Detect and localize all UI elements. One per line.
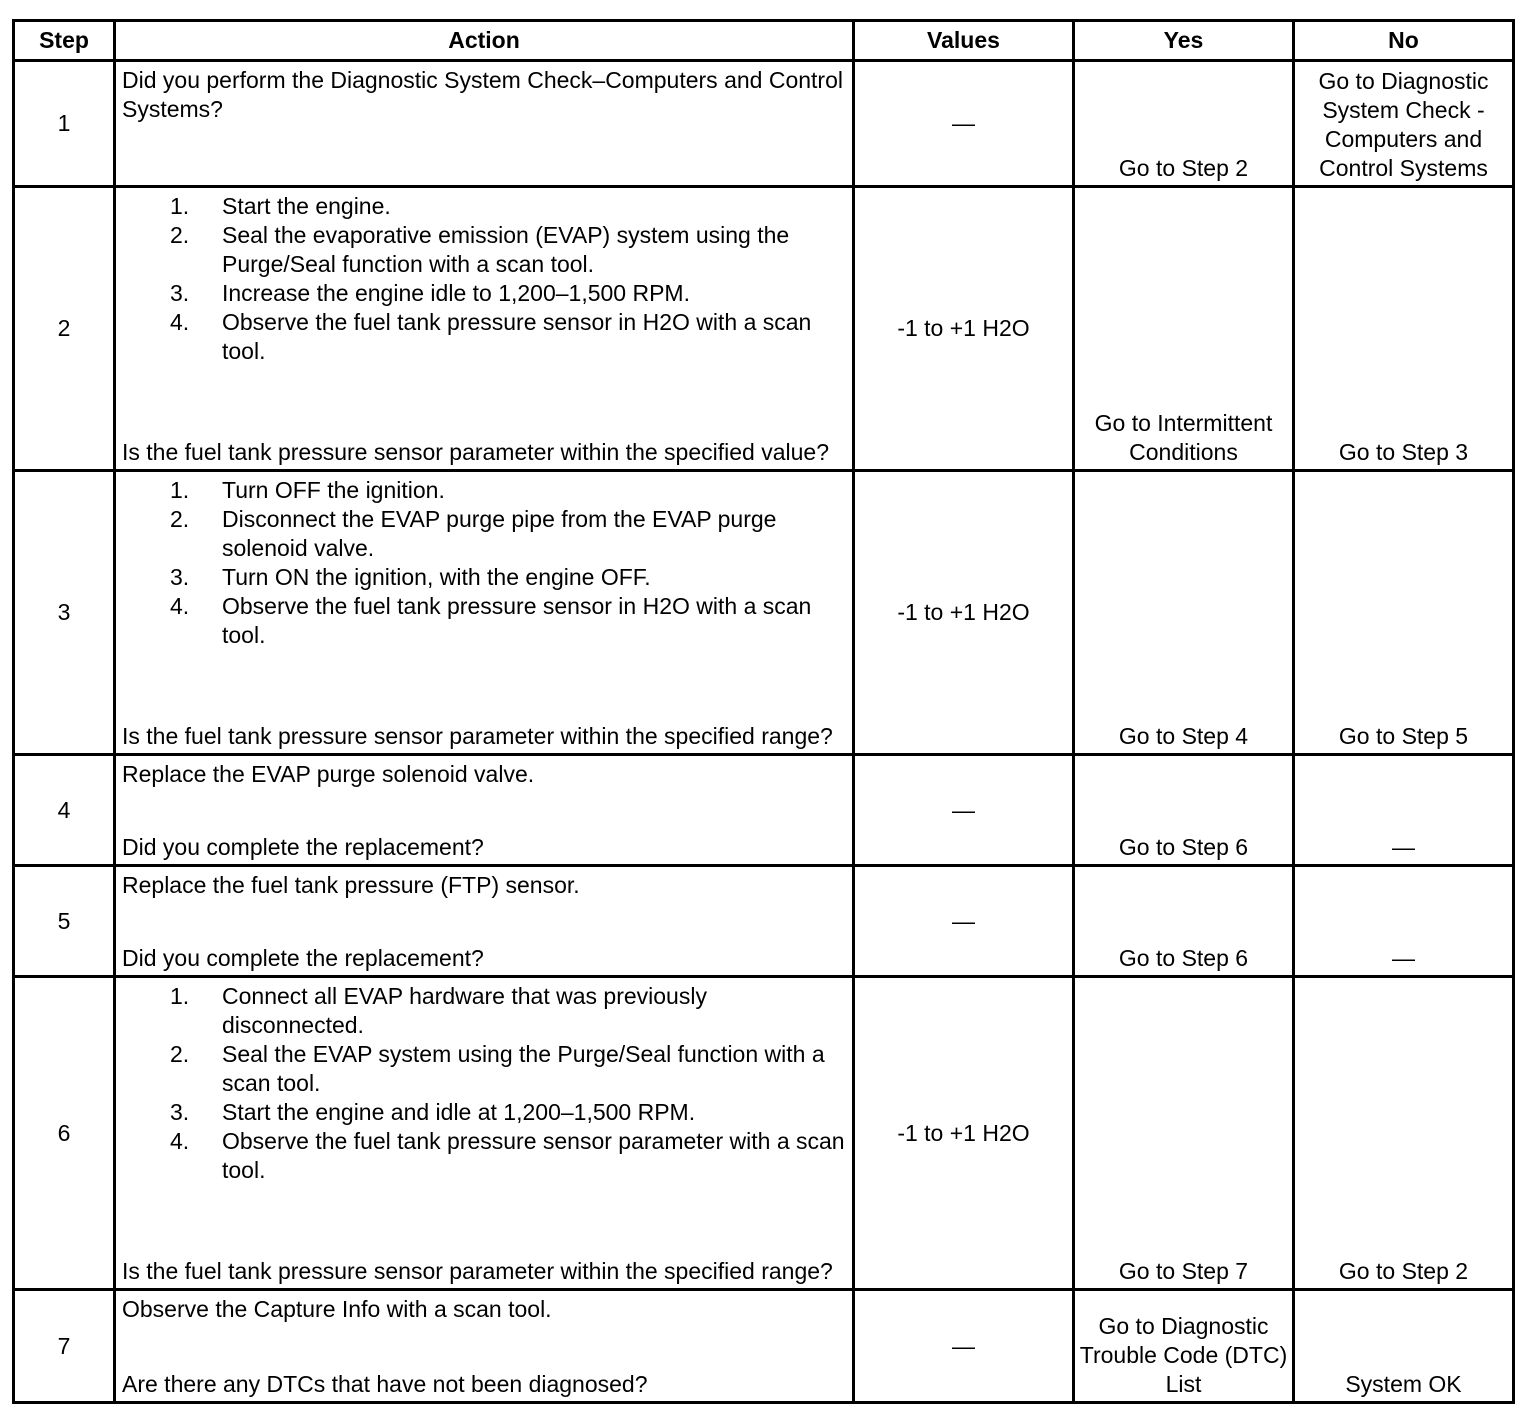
value-cell: —	[854, 1290, 1074, 1403]
action-text: Replace the EVAP purge solenoid valve.	[122, 761, 535, 787]
yes-cell: Go to Step 7	[1074, 977, 1294, 1290]
step-number: 3	[14, 471, 115, 755]
procedure-list	[122, 982, 846, 1185]
action-cell	[115, 866, 854, 977]
list-item	[122, 982, 846, 1040]
list-item	[122, 308, 846, 366]
action-question: Is the fuel tank pressure sensor parameter within the specified value?	[122, 439, 829, 465]
action-question: Did you complete the replacement?	[122, 945, 484, 971]
list-item-number: 3.	[170, 564, 190, 590]
no-cell: Go to Diagnostic System Check - Computers and Control Systems	[1294, 61, 1514, 187]
value-cell: —	[854, 61, 1074, 187]
step-number: 1	[14, 61, 115, 187]
no-cell: System OK	[1294, 1290, 1514, 1403]
list-item	[122, 505, 846, 563]
value-cell: -1 to +1 H2O	[854, 471, 1074, 755]
value-cell: -1 to +1 H2O	[854, 977, 1074, 1290]
list-item-text: Observe the fuel tank pressure sensor parameter with a scan tool.	[222, 1128, 845, 1183]
list-item-text: Observe the fuel tank pressure sensor in H2O with a scan tool.	[222, 593, 812, 648]
yes-cell: Go to Step 2	[1074, 61, 1294, 187]
list-item	[122, 192, 846, 221]
action-text: Observe the Capture Info with a scan tool.	[122, 1296, 552, 1322]
list-item-text: Increase the engine idle to 1,200–1,500 RPM.	[222, 280, 690, 306]
no-cell: —	[1294, 755, 1514, 866]
list-item	[122, 476, 846, 505]
value-cell: -1 to +1 H2O	[854, 187, 1074, 471]
action-cell	[115, 755, 854, 866]
table-row	[14, 977, 1514, 1290]
list-item-number: 1.	[170, 983, 190, 1009]
list-item-text: Disconnect the EVAP purge pipe from the EVAP purge solenoid valve.	[222, 506, 777, 561]
diagnostic-table	[12, 19, 1515, 1404]
no-cell: Go to Step 5	[1294, 471, 1514, 755]
table-row	[14, 187, 1514, 471]
yes-cell: Go to Diagnostic Trouble Code (DTC) List	[1074, 1290, 1294, 1403]
step-number: 7	[14, 1290, 115, 1403]
list-item-text: Seal the EVAP system using the Purge/Seal function with a scan tool.	[222, 1041, 825, 1096]
list-item	[122, 563, 846, 592]
header-action: Action	[115, 21, 854, 61]
list-item-text: Turn ON the ignition, with the engine OFF.	[222, 564, 651, 590]
list-item-number: 3.	[170, 280, 190, 306]
list-item	[122, 1040, 846, 1098]
table-row	[14, 1290, 1514, 1403]
header-values: Values	[854, 21, 1074, 61]
list-item-number: 1.	[170, 477, 190, 503]
action-question: Did you complete the replacement?	[122, 834, 484, 860]
list-item-number: 2.	[170, 1041, 190, 1067]
step-number: 5	[14, 866, 115, 977]
list-item-text: Connect all EVAP hardware that was previously disconnected.	[222, 983, 707, 1038]
list-item-number: 2.	[170, 506, 190, 532]
header-step: Step	[14, 21, 115, 61]
list-item-number: 4.	[170, 593, 190, 619]
list-item-text: Turn OFF the ignition.	[222, 477, 445, 503]
step-number: 6	[14, 977, 115, 1290]
action-cell	[115, 1290, 854, 1403]
list-item	[122, 221, 846, 279]
action-text: Replace the fuel tank pressure (FTP) sensor.	[122, 872, 580, 898]
table-row	[14, 471, 1514, 755]
list-item-number: 2.	[170, 222, 190, 248]
list-item-text: Observe the fuel tank pressure sensor in H2O with a scan tool.	[222, 309, 812, 364]
step-number: 2	[14, 187, 115, 471]
action-cell	[115, 187, 854, 471]
list-item	[122, 1127, 846, 1185]
table-row	[14, 61, 1514, 187]
yes-cell: Go to Step 4	[1074, 471, 1294, 755]
list-item-text: Start the engine.	[222, 193, 391, 219]
no-cell: Go to Step 2	[1294, 977, 1514, 1290]
value-cell: —	[854, 755, 1074, 866]
yes-cell: Go to Step 6	[1074, 755, 1294, 866]
value-cell: —	[854, 866, 1074, 977]
list-item-text: Start the engine and idle at 1,200–1,500 RPM.	[222, 1099, 696, 1125]
header-yes: Yes	[1074, 21, 1294, 61]
list-item-number: 4.	[170, 309, 190, 335]
list-item-number: 1.	[170, 193, 190, 219]
diagnostic-table-container	[12, 19, 1515, 1404]
action-cell	[115, 977, 854, 1290]
no-cell: —	[1294, 866, 1514, 977]
yes-cell: Go to Step 6	[1074, 866, 1294, 977]
list-item	[122, 279, 846, 308]
table-row	[14, 866, 1514, 977]
yes-cell: Go to Intermittent Conditions	[1074, 187, 1294, 471]
action-cell	[115, 471, 854, 755]
list-item	[122, 1098, 846, 1127]
procedure-list	[122, 476, 846, 650]
table-row	[14, 755, 1514, 866]
header-row	[14, 21, 1514, 61]
list-item-number: 4.	[170, 1128, 190, 1154]
procedure-list	[122, 192, 846, 366]
action-question: Are there any DTCs that have not been diagnosed?	[122, 1371, 648, 1397]
header-no: No	[1294, 21, 1514, 61]
action-cell	[115, 61, 854, 187]
action-question: Is the fuel tank pressure sensor parameter within the specified range?	[122, 1258, 833, 1284]
action-text: Did you perform the Diagnostic System Check–Computers and Control Systems?	[122, 67, 843, 122]
list-item-text: Seal the evaporative emission (EVAP) system using the Purge/Seal function with a scan tool.	[222, 222, 790, 277]
no-cell: Go to Step 3	[1294, 187, 1514, 471]
action-question: Is the fuel tank pressure sensor parameter within the specified range?	[122, 723, 833, 749]
step-number: 4	[14, 755, 115, 866]
list-item-number: 3.	[170, 1099, 190, 1125]
list-item	[122, 592, 846, 650]
